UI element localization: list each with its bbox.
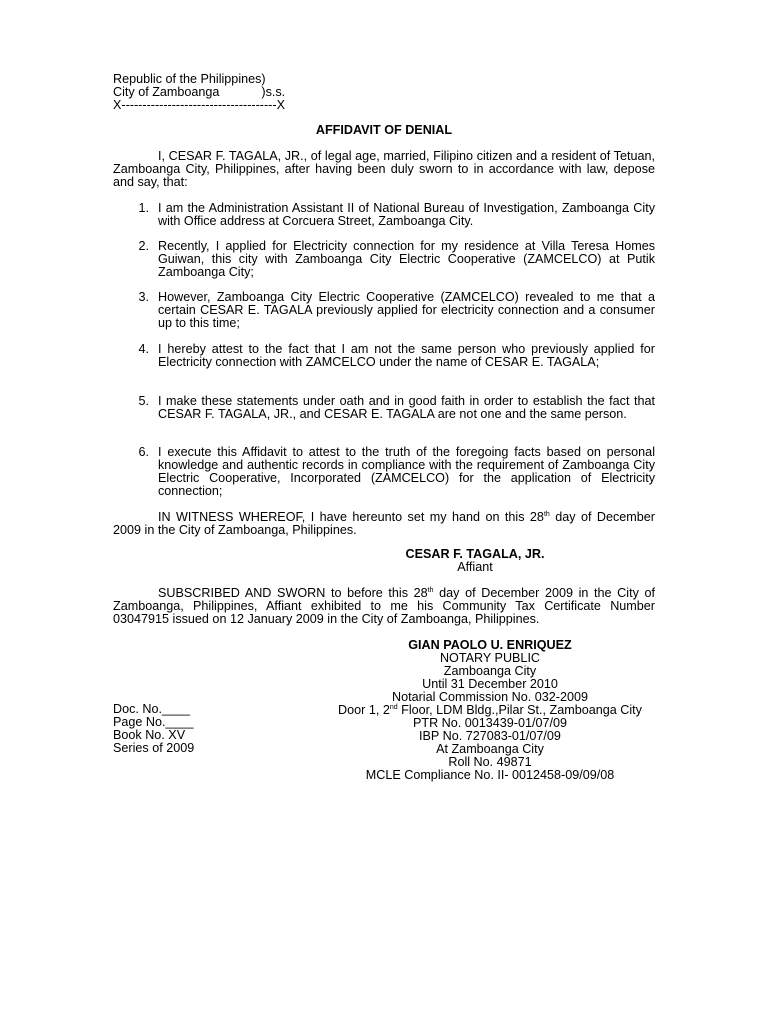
venue-caption xyxy=(113,73,413,112)
notary-until: Until 31 December 2010 xyxy=(422,677,558,691)
statement-text: I hereby attest to the fact that I am not the same person who previously applied for Electricity connection with ZAMCELCO under the name of CESAR E. TAGALA; xyxy=(158,342,655,369)
notary-commission: Notarial Commission No. 032-2009 xyxy=(392,690,588,704)
book-number: Book No. XV xyxy=(113,728,186,742)
statement-text: I execute this Affidavit to attest to the truth of the foregoing facts based on personal knowledge and authentic records in compliance with the requirement of Zamboanga City Electric Cooperative, Incorporated (ZAMCELCO) for the application of Electricity connection; xyxy=(158,445,655,498)
statement-item-4 xyxy=(113,343,655,369)
statement-item-2 xyxy=(113,240,655,279)
caption-city: City of Zamboanga )s.s. xyxy=(113,85,286,99)
doc-number: Doc. No.____ xyxy=(113,702,191,716)
statement-number: 6. xyxy=(138,445,149,459)
statement-number: 5. xyxy=(138,394,149,408)
statement-text: Recently, I applied for Electricity connection for my residence at Villa Teresa Homes Guiwan, this city with Zamboanga City Electric Cooperative (ZAMCELCO) at Putik Zamboanga City; xyxy=(158,239,655,279)
statement-text: I am the Administration Assistant II of National Bureau of Investigation, Zamboanga City with Office address at Corcuera Street, Zamboanga City. xyxy=(158,201,655,228)
statement-number: 2. xyxy=(138,239,149,253)
statement-item-3 xyxy=(113,291,655,330)
notary-mcle: MCLE Compliance No. II- 0012458-09/09/08 xyxy=(365,768,615,782)
witness-paragraph: IN WITNESS WHEREOF, I have hereunto set my hand on this 28th day of December 2009 in the City of Zamboanga, Philippines. xyxy=(113,510,655,537)
notary-roll: Roll No. 49871 xyxy=(448,755,532,769)
notary-at: At Zamboanga City xyxy=(436,742,544,756)
statement-item-1 xyxy=(113,202,655,228)
affiant-role: Affiant xyxy=(457,560,493,574)
statement-number: 3. xyxy=(138,290,149,304)
statement-text: I make these statements under oath and in good faith in order to establish the fact that CESAR F. TAGALA, JR., and CESAR E. TAGALA are not one and the same person. xyxy=(158,394,655,421)
subscribed-paragraph: SUBSCRIBED AND SWORN to before this 28th day of December 2009 in the City of Zamboanga, Philippines, Affiant exhibited to me his Community Tax Certificate Number 03047915 issued on 12 January 2009 in the City of Zamboanga, Philippines. xyxy=(113,586,655,626)
page-number: Page No.____ xyxy=(113,715,194,729)
caption-divider: X-------------------------------------X xyxy=(113,98,285,112)
notary-ibp: IBP No. 727083-01/07/09 xyxy=(419,729,561,743)
statement-number: 1. xyxy=(138,201,149,215)
notary-title: NOTARY PUBLIC xyxy=(439,651,541,665)
notary-address: Door 1, 2nd Floor, LDM Bldg.,Pilar St., Zamboanga City xyxy=(338,703,642,717)
notary-city: Zamboanga City xyxy=(443,664,537,678)
affiant-signature-block xyxy=(380,548,570,574)
intro-paragraph: I, CESAR F. TAGALA, JR., of legal age, married, Filipino citizen and a resident of Tetuan, Zamboanga City, Philippines, after having been duly sworn to in accordance with law, depose and say, that: xyxy=(113,149,655,189)
statement-item-6 xyxy=(113,446,655,498)
notary-block xyxy=(290,639,690,782)
notary-ptr: PTR No. 0013439-01/07/09 xyxy=(412,716,568,730)
caption-republic: Republic of the Philippines) xyxy=(113,72,266,86)
statement-number: 4. xyxy=(138,342,149,356)
notarial-register-info xyxy=(113,703,263,755)
statement-item-5 xyxy=(113,395,655,421)
affiant-name: CESAR F. TAGALA, JR. xyxy=(405,547,545,561)
document-title: AFFIDAVIT OF DENIAL xyxy=(315,123,453,137)
series-year: Series of 2009 xyxy=(113,741,195,755)
notary-name: GIAN PAOLO U. ENRIQUEZ xyxy=(408,638,572,652)
statement-text: However, Zamboanga City Electric Cooperative (ZAMCELCO) revealed to me that a certain CESAR E. TAGALA previously applied for electricity connection and a consumer up to this time; xyxy=(158,290,655,330)
